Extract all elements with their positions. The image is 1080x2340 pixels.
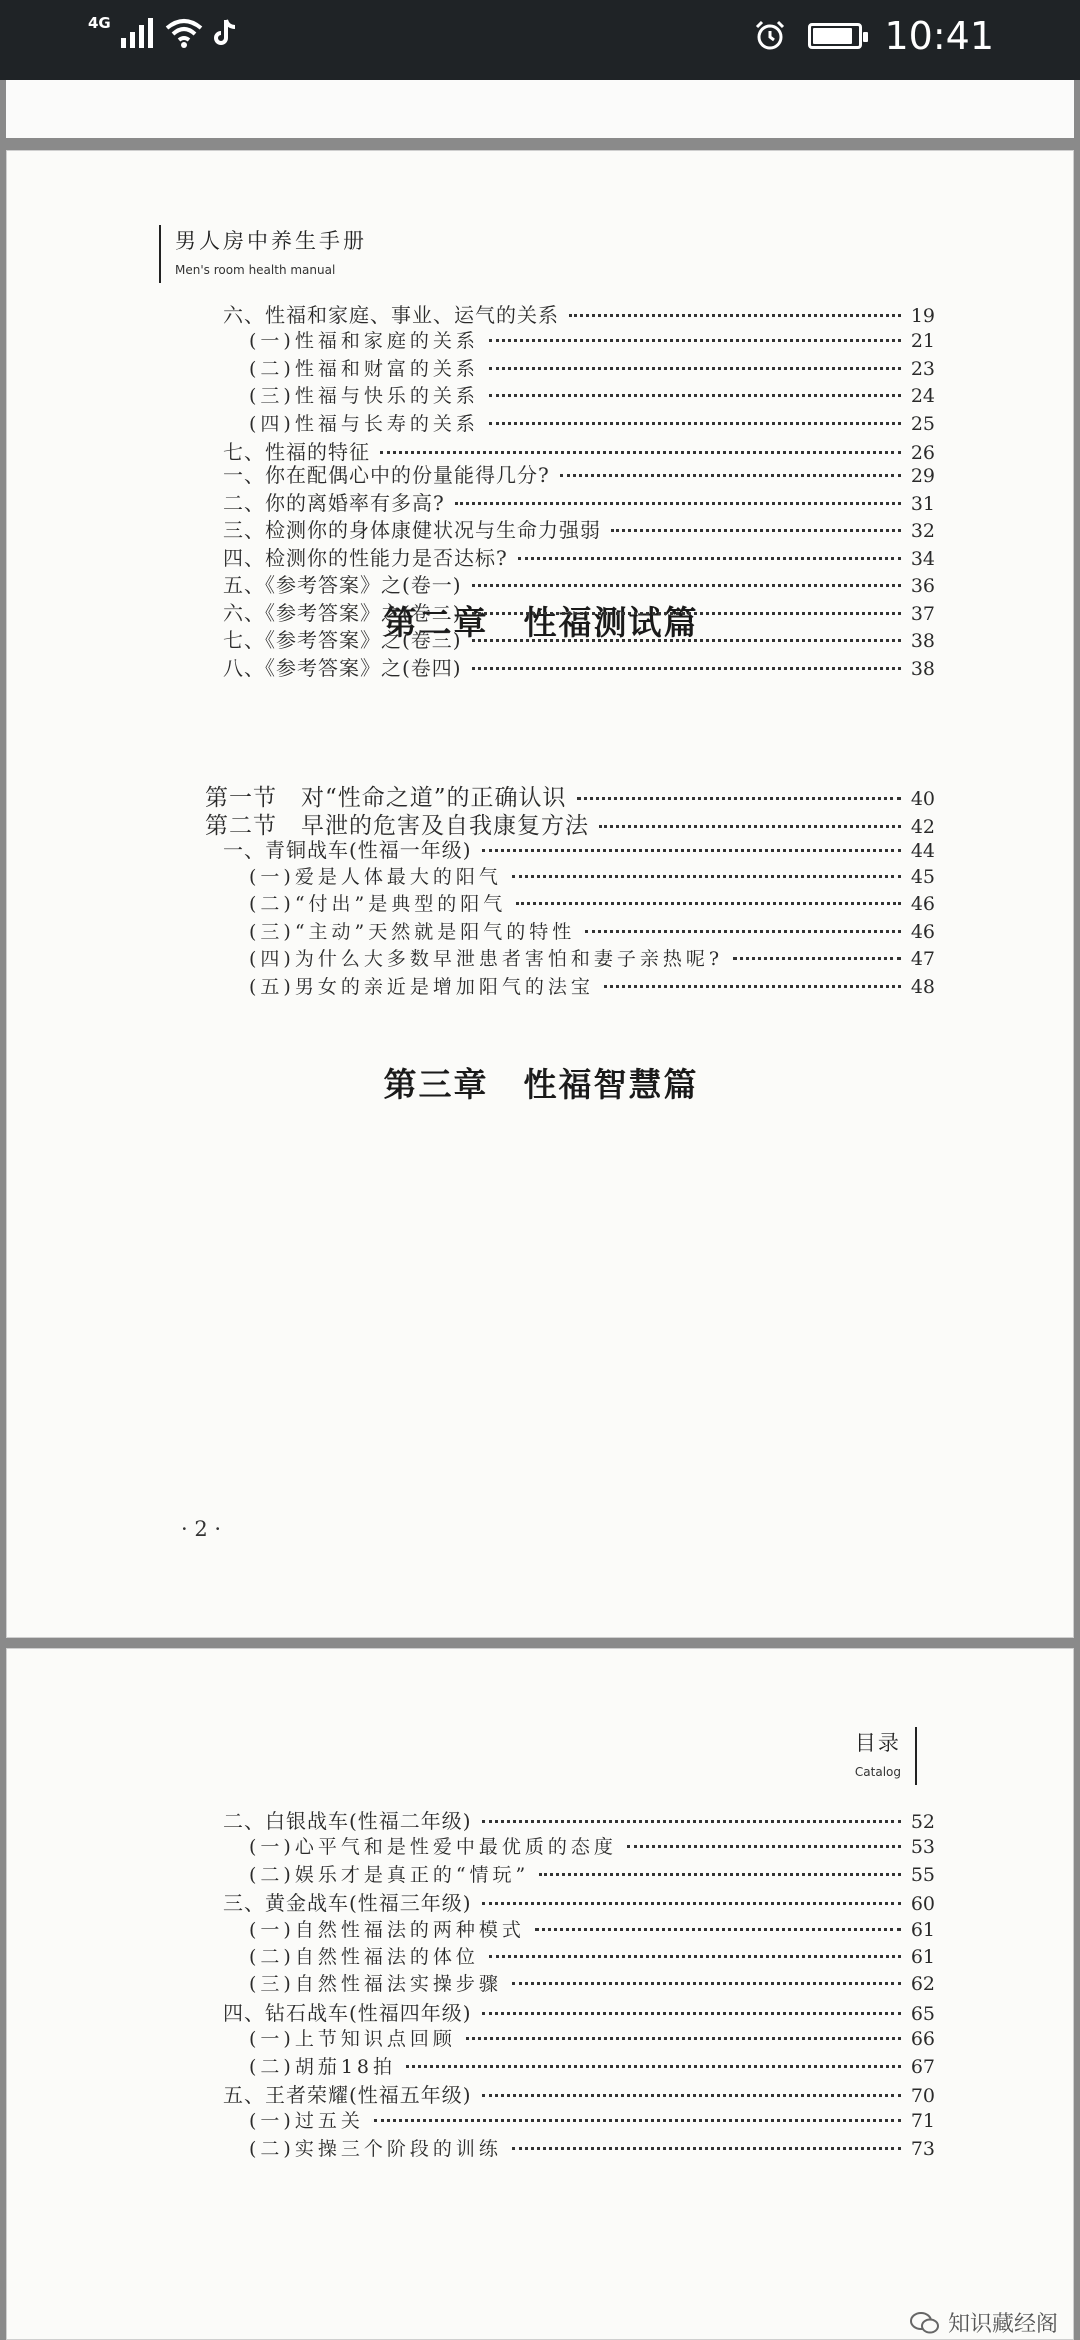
toc-entry-page: 45 (910, 865, 935, 888)
leader-dots (539, 1873, 901, 1876)
wechat-icon (910, 2311, 940, 2335)
toc-entry-page: 34 (910, 547, 935, 570)
toc-entry-title: (二)自然性福法的体位 (249, 1946, 479, 1968)
leader-dots (472, 639, 901, 642)
toc-entry[interactable] (249, 2134, 935, 2164)
toc-entry-title: (二)“付出”是典型的阳气 (249, 893, 507, 915)
alarm-icon (754, 20, 786, 52)
toc-entry[interactable] (249, 944, 935, 974)
toc-entry-page: 67 (910, 2055, 935, 2078)
leader-dots (482, 1902, 901, 1905)
toc-entry-title: (四)为什么大多数早泄患者害怕和妻子亲热呢? (249, 948, 724, 970)
toc-entry-page: 25 (910, 412, 935, 435)
leader-dots (489, 367, 901, 370)
leader-dots (535, 1928, 901, 1931)
wifi-icon (165, 18, 203, 48)
toc-entry[interactable] (249, 326, 935, 356)
running-header (855, 1727, 917, 1785)
toc-entry-page: 65 (910, 2002, 935, 2025)
leader-dots (482, 1820, 901, 1823)
toc-entry[interactable] (223, 597, 935, 627)
toc-entry-title: (一)上节知识点回顾 (249, 2028, 456, 2051)
toc-entry[interactable] (223, 624, 935, 654)
toc-entry-page: 73 (910, 2137, 935, 2160)
toc-entry[interactable] (249, 381, 935, 411)
tiktok-icon (213, 18, 237, 48)
page-number: · 2 · (181, 1517, 222, 1541)
toc-entry-title: 八、《参考答案》之(卷四) (223, 655, 462, 680)
toc-entry-title: 六、性福和家庭、事业、运气的关系 (223, 303, 559, 327)
toc-entry-page: 24 (910, 385, 935, 408)
toc-entry-title: 二、你的离婚率有多高? (223, 490, 445, 515)
watermark-text: 知识藏经阁 (947, 2312, 1058, 2337)
toc-entry-title: 七、《参考答案》之(卷三) (223, 628, 462, 652)
document-page-2[interactable] (6, 1648, 1074, 2340)
toc-entry-title: 五、王者荣耀(性福五年级) (223, 2083, 472, 2107)
leader-dots (518, 557, 901, 560)
toc-entry[interactable] (223, 514, 935, 544)
toc-entry[interactable] (249, 917, 935, 947)
toc-entry-page: 52 (910, 1811, 935, 1833)
leader-dots (466, 2037, 901, 2040)
toc-entry-page: 31 (910, 492, 935, 515)
toc-entry-page: 26 (910, 442, 935, 464)
leader-dots (611, 529, 901, 532)
toc-entry[interactable] (223, 1805, 935, 1835)
toc-entry-page: 38 (910, 630, 935, 652)
leader-dots (472, 584, 901, 587)
toc-entry-title: (一)性福和家庭的关系 (249, 330, 479, 353)
toc-entry-title: (四)性福与长寿的关系 (249, 412, 479, 435)
leader-dots (627, 1845, 901, 1848)
toc-entry[interactable] (223, 834, 935, 864)
chapter-title: 第三章 性福智慧篇 (383, 1065, 699, 1104)
leader-dots (380, 451, 901, 454)
header-subtitle: Catalog (854, 1765, 901, 1779)
leader-dots (604, 985, 901, 988)
leader-dots (472, 667, 901, 670)
toc-entry[interactable] (223, 487, 935, 517)
toc-entry-title: (一)心平气和是性爱中最优质的态度 (249, 1836, 617, 1859)
toc-entry-title: (二)胡茄18拍 (249, 2055, 397, 2078)
toc-entry[interactable] (223, 299, 935, 329)
toc-entry-title: 四、检测你的性能力是否达标? (223, 545, 508, 570)
toc-entry[interactable] (205, 807, 935, 837)
toc-entry-title: 二、白银战车(性福二年级) (223, 1809, 472, 1833)
leader-dots (482, 2094, 901, 2097)
toc-entry[interactable] (223, 569, 935, 599)
leader-dots (512, 1982, 901, 1985)
toc-entry-page: 19 (910, 305, 935, 327)
toc-entry-title: 一、你在配偶心中的份量能得几分? (223, 463, 550, 487)
toc-entry-title: (二)娱乐才是真正的“情玩” (249, 1863, 530, 1886)
toc-entry-page: 48 (910, 975, 935, 998)
toc-entry-title: (五)男女的亲近是增加阳气的法宝 (249, 975, 594, 998)
toc-entry-page: 21 (910, 330, 935, 353)
battery-icon (808, 23, 862, 49)
leader-dots (472, 612, 901, 615)
toc-entry-title: 三、检测你的身体康健状况与生命力强弱 (223, 518, 601, 542)
toc-entry-title: (二)性福和财富的关系 (249, 357, 479, 380)
leader-dots (489, 1955, 901, 1958)
toc-entry-title: (一)自然性福法的两种模式 (249, 1918, 525, 1941)
leader-dots (560, 474, 901, 477)
toc-entry[interactable] (223, 1997, 935, 2027)
toc-entry[interactable] (223, 2079, 935, 2109)
toc-entry-title: 第一节 对“性命之道”的正确认识 (205, 785, 567, 811)
toc-entry[interactable] (223, 542, 935, 572)
toc-entry[interactable] (249, 409, 935, 439)
toc-entry[interactable] (249, 1942, 935, 1972)
toc-entry-page: 37 (910, 602, 935, 625)
toc-entry-page: 40 (910, 788, 935, 810)
network-type: 4G (88, 14, 111, 32)
toc-entry-page: 70 (910, 2085, 935, 2107)
toc-entry-page: 53 (910, 1836, 935, 1859)
toc-entry[interactable] (223, 652, 935, 682)
leader-dots (482, 849, 901, 852)
previous-page-strip (6, 80, 1074, 138)
leader-dots (489, 339, 901, 342)
toc-entry-title: (二)实操三个阶段的训练 (249, 2137, 502, 2160)
toc-entry-title: 一、青铜战车(性福一年级) (223, 838, 472, 862)
toc-entry-title: (三)“主动”天然就是阳气的特性 (249, 920, 576, 943)
toc-entry[interactable] (249, 354, 935, 384)
leader-dots (455, 502, 901, 505)
toc-entry-page: 46 (910, 920, 935, 943)
status-right (754, 14, 994, 58)
toc-entry-page: 61 (910, 1918, 935, 1941)
chapter-title: 第二章 性福测试篇 (383, 603, 699, 642)
toc-entry-page: 38 (910, 657, 935, 680)
header-title: 男人房中养生手册 (175, 229, 367, 253)
toc-entry-page: 47 (910, 948, 935, 970)
toc-entry[interactable] (249, 2052, 935, 2082)
leader-dots (733, 957, 901, 960)
toc-entry[interactable] (249, 862, 935, 892)
toc-entry-page: 71 (910, 2110, 935, 2133)
toc-entry-page: 46 (910, 893, 935, 915)
toc-entry-page: 44 (910, 840, 935, 862)
toc-entry-page: 32 (910, 520, 935, 542)
toc-entry-page: 60 (910, 1893, 935, 1916)
running-header (159, 225, 367, 283)
leader-dots (406, 2065, 901, 2068)
toc-entry-page: 62 (910, 1973, 935, 1996)
toc-entry[interactable] (249, 1969, 935, 1999)
toc-entry-page: 42 (910, 815, 935, 838)
toc-entry-title: (三)性福与快乐的关系 (249, 385, 479, 408)
toc-entry-page: 23 (910, 357, 935, 380)
status-left (88, 14, 237, 48)
toc-entry-title: 五、《参考答案》之(卷一) (223, 573, 462, 597)
toc-entry-title: 三、黄金战车(性福三年级) (223, 1891, 472, 1916)
leader-dots (512, 875, 901, 878)
toc-entry-page: 36 (910, 575, 935, 597)
toc-entry-title: (一)爱是人体最大的阳气 (249, 865, 502, 888)
toc-entry-page: 66 (910, 2028, 935, 2051)
toc-entry[interactable] (249, 889, 935, 919)
leader-dots (577, 797, 901, 800)
toc-entry-title: 四、钻石战车(性福四年级) (223, 2000, 472, 2025)
leader-dots (569, 314, 901, 317)
toc-entry[interactable] (249, 972, 935, 1002)
leader-dots (599, 825, 901, 828)
header-subtitle: Men's room health manual (175, 263, 336, 277)
toc-entry-page: 55 (910, 1863, 935, 1886)
toc-entry-title: (三)自然性福法实操步骤 (249, 1973, 502, 1996)
toc-entry[interactable] (249, 1860, 935, 1890)
leader-dots (516, 902, 901, 905)
leader-dots (374, 2119, 901, 2122)
toc-entry-title: 六、《参考答案》之(卷二) (223, 600, 462, 625)
toc-entry[interactable] (205, 779, 935, 809)
toc-entry-page: 29 (910, 465, 935, 487)
clock: 10:41 (884, 14, 994, 58)
header-title: 目录 (854, 1731, 901, 1755)
leader-dots (512, 2147, 901, 2150)
leader-dots (489, 394, 901, 397)
toc-entry-title: (一)过五关 (249, 2110, 364, 2133)
leader-dots (489, 422, 901, 425)
toc-entry[interactable] (249, 1832, 935, 1862)
toc-entry[interactable] (223, 1887, 935, 1917)
toc-entry[interactable] (249, 1915, 935, 1945)
toc-entry-title: 第二节 早泄的危害及自我康复方法 (205, 812, 589, 839)
document-page-1[interactable] (6, 150, 1074, 1638)
leader-dots (585, 930, 901, 933)
toc-entry[interactable] (249, 2106, 935, 2136)
toc-entry[interactable] (223, 459, 935, 489)
status-bar (0, 0, 1080, 80)
watermark (910, 2307, 1058, 2338)
toc-entry-page: 61 (910, 1946, 935, 1968)
leader-dots (482, 2012, 901, 2015)
signal-icon (121, 18, 155, 48)
toc-entry-title: 七、性福的特征 (223, 440, 370, 464)
toc-entry[interactable] (249, 2024, 935, 2054)
